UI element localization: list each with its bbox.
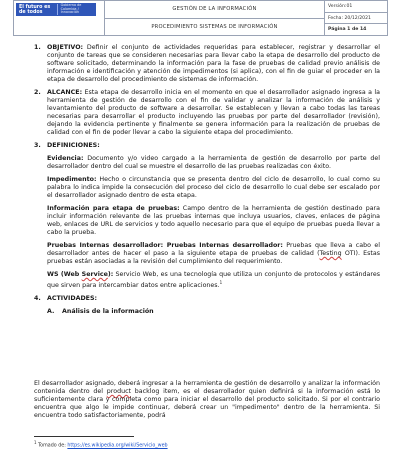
definition-term: Impedimento: xyxy=(47,176,97,183)
header-date: Fecha: 20/12/2021 xyxy=(325,12,387,24)
footnote-prefix: Tomado de: xyxy=(36,443,68,449)
government-logo xyxy=(16,3,96,16)
definition-text: Hecho o circunstancia que se presenta dentro del ciclo de desarrollo, lo cual como su palabra lo indica impide la consecución del proceso del ciclo de desarrollo lo cual debe ser escalado por el desarrollador asignado dentro de esta etapa. xyxy=(47,176,380,199)
paragraph-text-cont: backlog item, es el desarrollador quien definirá si la información está lo suficientemente clara y completa como para iniciar el desarrollo del producto solicitado. Si por el contrario encuentra que algo le impide continuar, deberá crear un "impedimento" dentro de la herramienta. Si encuentra todo satisfactoriamente, podrá xyxy=(34,388,380,419)
footnote-separator xyxy=(34,436,134,437)
section-number: 4. xyxy=(34,295,41,303)
definition-evidencia xyxy=(34,155,380,171)
subsection-number: A. xyxy=(47,308,55,316)
definition-term xyxy=(47,271,113,278)
definition-impedimento xyxy=(34,176,380,200)
section-label: OBJETIVO: xyxy=(47,44,84,51)
section-label: ACTIVIDADES: xyxy=(47,295,98,303)
document-header xyxy=(13,0,388,36)
section-label: ALCANCE: xyxy=(47,89,83,96)
section-label: DEFINICIONES: xyxy=(47,142,100,149)
paragraph-text: El desarrollador asignado, deberá ingresar a la herramienta de gestión de desarrollo y analizar la información contenida dentro del xyxy=(34,380,380,395)
definition-text-cont: OTI). Estas pruebas están asociadas a la revisión del cumplimiento del requerimiento. xyxy=(47,250,380,265)
definition-text: Pruebas que lleva a cabo el desarrollador antes de hacer el paso a la siguiente etapa de pruebas de calidad ( xyxy=(47,242,380,257)
analysis-paragraph xyxy=(34,380,380,420)
definition-text: Servicio Web, es una tecnología que utiliza un conjunto de protocolos y estándares que sirven para intercambiar datos entre aplicaciones. xyxy=(47,271,380,290)
section-text: Definir el conjunto de actividades requeridas para establecer, registrar y desarrollar el conjunto de tareas que se consideren necesarias para llevar cabo la etapa de desarrollo del producto de software solicitado, determinando la información para la fase de pruebas de calidad previo análisis de información e identificación y atención de impedimentos (si aplica), con el fin de guiar el proceder en la etapa de desarrollo del procedimiento de sistemas de información. xyxy=(47,44,380,83)
section-alcance xyxy=(34,89,380,137)
section-number: 2. xyxy=(34,89,41,96)
section-number: 3. xyxy=(34,142,41,149)
definition-term: Evidencia: xyxy=(47,155,84,162)
term-part: ): xyxy=(107,271,114,278)
logo-right-text: Gobierno de Colombia / Innovación xyxy=(57,4,96,15)
header-logo-cell xyxy=(14,1,105,35)
definition-pruebas-internas xyxy=(34,242,380,266)
header-title-cell xyxy=(105,1,325,35)
spellcheck-word: Service xyxy=(81,271,108,278)
header-title-bottom: PROCEDIMIENTO SISTEMAS DE INFORMACIÓN xyxy=(105,18,324,36)
spellcheck-word: product xyxy=(106,388,132,395)
header-title-top: GESTIÓN DE LA INFORMACIÓN xyxy=(172,6,257,13)
definition-term: Información para etapa de pruebas: xyxy=(47,205,180,212)
definition-text: Campo dentro de la herramienta de gestión destinado para incluir información relevante de las pruebas internas que incluya usuarios, claves, enlaces de página web, enlaces de URL de servicios y todo aquello necesario para que el equipo de pruebas pueda llevar a cabo la prueba. xyxy=(47,205,380,236)
section-number: 1. xyxy=(34,44,41,51)
footnote-link[interactable]: https://es.wikipedia.org/wiki/Servicio_web xyxy=(67,443,168,449)
spellcheck-word: Testing xyxy=(319,250,342,257)
section-text: Esta etapa de desarrollo inicia en el momento en que el desarrollador asignado ingresa a la herramienta de gestión de desarrollo con el fin de validar y analizar la información de análisis y levantamiento del producto de software a desarrollar. Se establecen y llevan a cabo todas las tareas necesarias para desarrollar el producto incluyendo las pruebas por parte del desarrollador (revisión), dejando la evidencia pertinente y finalmente se genera información para la realización de pruebas de calidad con el fin de poder llevar a cabo la siguiente etapa del procedimiento. xyxy=(47,89,380,136)
definition-text: Documento y/o video cargado a la herramienta de gestión de desarrollo por parte del desarrollador dentro del cual se muestre el desarrollo de las pruebas realizadas con éxito. xyxy=(47,155,380,170)
subsection-label: Análisis de la información xyxy=(62,308,154,316)
footnote-ref[interactable]: 1 xyxy=(219,280,223,285)
header-page: Página 1 de 14 xyxy=(325,23,387,35)
term-part: WS (Web xyxy=(47,271,82,278)
section-definiciones xyxy=(34,142,380,150)
header-version: Versión:01 xyxy=(328,3,353,9)
definition-web-service xyxy=(34,271,380,290)
subsection-analisis xyxy=(34,308,380,316)
section-actividades xyxy=(34,295,380,303)
section-objetivo xyxy=(34,44,380,84)
definition-term: Pruebas Internas desarrollador: Pruebas Internas desarrollador: xyxy=(47,242,283,249)
footnote-number: 1 xyxy=(34,440,37,445)
footnote xyxy=(34,440,168,449)
header-meta-cell xyxy=(325,1,387,35)
logo-left-text: El futuro es de todos xyxy=(19,4,51,15)
definition-info-pruebas xyxy=(34,205,380,237)
document-body xyxy=(34,44,380,320)
